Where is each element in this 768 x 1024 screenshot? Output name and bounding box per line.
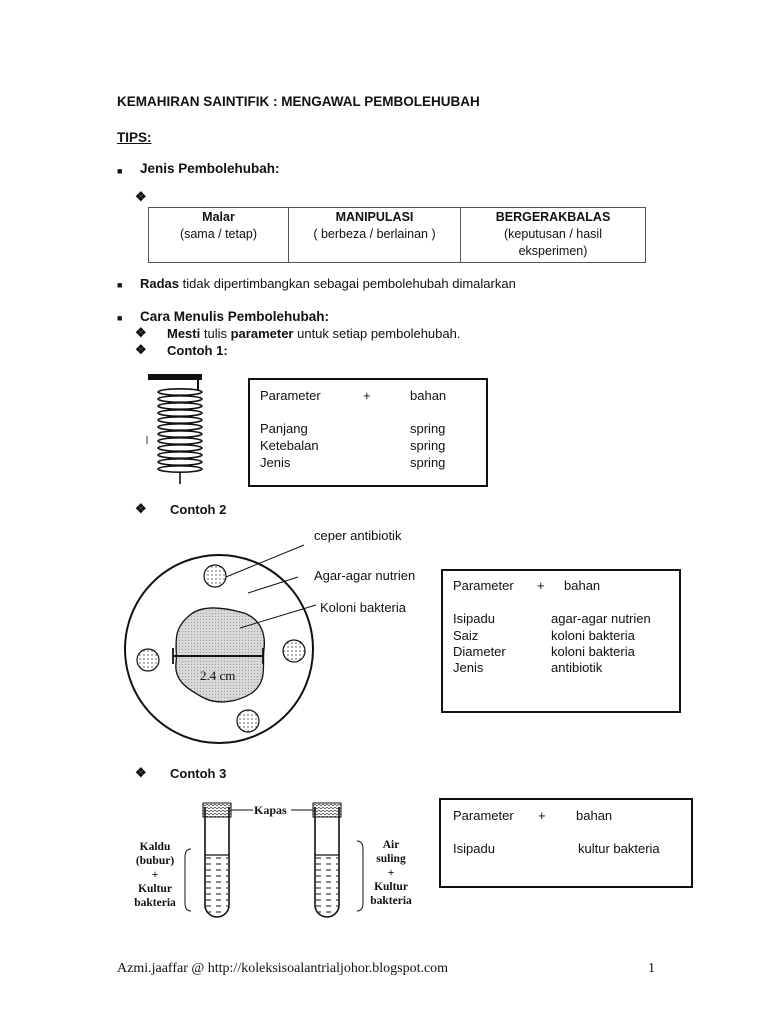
table-cell-manipulasi — [289, 208, 461, 263]
header-plus: + — [537, 578, 545, 593]
mesti-bold: Mesti — [167, 326, 201, 341]
label-left-2: + — [151, 869, 159, 881]
contoh3-label: Contoh 3 — [170, 766, 227, 781]
header-param: Parameter — [453, 808, 514, 823]
tube-liquid — [206, 855, 228, 916]
mesti-rest: untuk setiap pembolehubah. — [297, 326, 461, 341]
spring-diagram — [140, 370, 210, 488]
antibiotic-disc — [204, 565, 226, 587]
header-param: Parameter — [260, 388, 321, 403]
row-param: Panjang — [260, 421, 308, 436]
row-bahan: agar-agar nutrien — [551, 611, 651, 626]
row-param: Diameter — [453, 644, 506, 659]
cell-sub: eksperimen) — [518, 244, 588, 258]
row-param: Saiz — [453, 628, 479, 643]
label-kapas: Kapas — [254, 803, 287, 817]
label-left-1: (bubur) — [135, 855, 175, 867]
label-right-3: Kultur — [374, 881, 408, 893]
row-param: Isipadu — [453, 841, 495, 856]
label-right-1: suling — [376, 853, 406, 865]
cotton-plug — [313, 803, 341, 817]
cell-sub: (sama / tetap) — [179, 227, 258, 241]
antibiotic-disc — [237, 710, 259, 732]
row-bahan: spring — [410, 438, 446, 453]
radas-text: tidak dipertimbangkan sebagai pembolehubah dimalarkan — [182, 276, 516, 291]
square-bullet-icon: ■ — [117, 313, 123, 323]
square-bullet-icon: ■ — [117, 166, 123, 176]
test-tube-left — [203, 803, 231, 917]
header-bahan: bahan — [564, 578, 601, 593]
row-param: Ketebalan — [260, 438, 319, 453]
header-plus: + — [538, 808, 546, 823]
mesti-param: parameter — [230, 326, 294, 341]
label-right-2: + — [387, 867, 395, 879]
label-left-3: Kultur — [138, 883, 172, 895]
tips-heading: TIPS: — [117, 130, 152, 145]
header-bahan: bahan — [576, 808, 613, 823]
petri-dish-diagram — [118, 525, 428, 765]
radas-bold: Radas — [140, 276, 180, 291]
variable-types-table — [148, 207, 646, 263]
row-param: Jenis — [260, 455, 291, 470]
test-tube-right — [313, 803, 341, 917]
bracket-right — [357, 841, 363, 911]
label-right-4: bakteria — [370, 895, 412, 907]
label-left-0: Kaldu — [139, 841, 171, 853]
table-cell-malar — [149, 208, 289, 263]
cotton-plug — [203, 803, 231, 817]
diamond-bullet-icon: ❖ — [135, 325, 147, 340]
test-tube-diagram — [125, 795, 425, 925]
row-param: Isipadu — [453, 611, 495, 626]
bacteria-colony — [176, 608, 265, 702]
label-koloni: Koloni bakteria — [320, 600, 406, 615]
parameter-box-1 — [248, 378, 488, 487]
row-bahan: kultur bakteria — [578, 841, 660, 856]
mesti-line — [167, 326, 460, 341]
table-cell-bergerakbalas — [461, 208, 646, 263]
diamond-bullet-icon: ❖ — [135, 342, 147, 357]
mesti-mid: tulis — [203, 326, 227, 341]
header-bahan: bahan — [410, 388, 447, 403]
spring-support — [148, 374, 202, 380]
diamond-bullet-icon: ❖ — [135, 765, 147, 780]
square-bullet-icon: ■ — [117, 280, 123, 290]
parameter-box-3 — [439, 798, 693, 888]
diamond-bullet-icon: ❖ — [135, 189, 147, 204]
bracket-left — [185, 849, 191, 911]
jenis-heading: Jenis Pembolehubah: — [140, 161, 280, 176]
antibiotic-disc — [283, 640, 305, 662]
label-agar: Agar-agar nutrien — [314, 568, 416, 583]
page-number: 1 — [648, 961, 655, 976]
cell-head: BERGERAKBALAS — [495, 210, 611, 224]
row-param: Jenis — [453, 660, 484, 675]
label-right-0: Air — [382, 839, 400, 851]
contoh2-label: Contoh 2 — [170, 502, 227, 517]
parameter-box-2 — [441, 569, 681, 713]
measure-label: 2.4 cm — [200, 668, 236, 683]
footer-source: Azmi.jaaffar @ http://koleksisoalantrialjohor.blogspot.com — [117, 961, 449, 976]
label-ceper: ceper antibiotik — [314, 528, 402, 543]
row-bahan: spring — [410, 455, 446, 470]
radas-line — [140, 276, 516, 291]
row-bahan: koloni bakteria — [551, 628, 635, 643]
cell-sub: ( berbeza / berlainan ) — [313, 227, 436, 241]
antibiotic-disc — [137, 649, 159, 671]
cell-sub: (keputusan / hasil — [504, 227, 602, 241]
row-bahan: antibiotik — [551, 660, 603, 675]
row-bahan: koloni bakteria — [551, 644, 635, 659]
table-row — [149, 208, 646, 263]
header-param: Parameter — [453, 578, 514, 593]
tube-liquid — [316, 855, 338, 916]
contoh1-label: Contoh 1: — [167, 343, 228, 358]
cell-head: MANIPULASI — [335, 210, 414, 224]
label-left-4: bakteria — [134, 897, 176, 909]
cara-heading: Cara Menulis Pembolehubah: — [140, 309, 330, 324]
cell-head: Malar — [202, 210, 235, 224]
diamond-bullet-icon: ❖ — [135, 501, 147, 516]
header-plus: + — [363, 388, 371, 403]
row-bahan: spring — [410, 421, 446, 436]
spring-coils-icon — [158, 389, 202, 472]
page-title: KEMAHIRAN SAINTIFIK : MENGAWAL PEMBOLEHUBAH — [117, 94, 480, 109]
